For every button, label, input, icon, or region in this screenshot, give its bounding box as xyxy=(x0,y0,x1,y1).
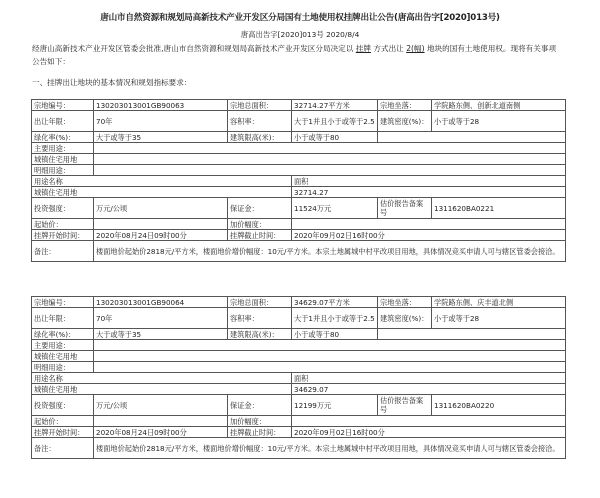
value-total-area: 34629.07平方米 xyxy=(292,297,378,308)
value-invest: 万元/公顷 xyxy=(94,198,228,219)
table-row xyxy=(32,176,566,187)
intro-text-c: 地块的国有土地使用权。现将有关事项公告如下： xyxy=(32,44,557,66)
table-row xyxy=(32,198,566,219)
intro-method: 挂牌 xyxy=(355,44,371,53)
label-detail-use: 明细用途： xyxy=(32,362,94,373)
value-end-time: 2020年09月02日16时00分 xyxy=(292,427,566,438)
label-years: 出让年限： xyxy=(32,111,94,132)
value-use-row: 城镇住宅用地 xyxy=(32,187,292,198)
label-remarks: 备注： xyxy=(32,438,94,459)
table-row xyxy=(32,241,566,262)
value-years: 70年 xyxy=(94,308,228,329)
value-location: 学院路东侧、创新北道南侧 xyxy=(432,100,566,111)
table-row xyxy=(32,230,566,241)
label-main-use: 主要用途： xyxy=(32,143,94,154)
label-far: 容积率： xyxy=(228,308,292,329)
table-row xyxy=(32,340,566,351)
value-use-type: 城镇住宅用地 xyxy=(32,154,94,165)
label-remarks: 备注： xyxy=(32,241,94,262)
label-use-name: 用途名称 xyxy=(32,373,292,384)
value-far: 大于1并且小于或等于2.5 xyxy=(292,308,378,329)
value-location: 学院路东侧、庆丰道北侧 xyxy=(432,297,566,308)
table-row xyxy=(32,143,566,154)
table-row xyxy=(32,219,566,230)
value-area: 32714.27 xyxy=(292,187,566,198)
value-years: 70年 xyxy=(94,111,228,132)
label-area: 面积 xyxy=(292,176,566,187)
table-row xyxy=(32,100,566,111)
label-start-time: 挂牌开始时间： xyxy=(32,427,94,438)
label-increment: 加价幅度： xyxy=(228,416,292,427)
table-row xyxy=(32,416,566,427)
label-main-use: 主要用途： xyxy=(32,340,94,351)
page-title: 唐山市自然资源和规划局高新技术产业开发区分局国有土地使用权挂牌出让公告(唐高出告字[2020]013号) xyxy=(100,13,500,23)
value-remarks: 楼面地价起始价2818元/平方米，楼面地价增价幅度：10元/平方米。本宗土地属城中村平改项目用地，具体情况竞买申请人可与辖区管委会接洽。 xyxy=(94,438,566,459)
value-height: 小于或等于80 xyxy=(292,132,378,143)
value-eval-no: 1311620BA0221 xyxy=(432,198,566,219)
label-density: 建筑密度(%)： xyxy=(378,308,432,329)
value-density: 小于或等于28 xyxy=(432,308,566,329)
label-far: 容积率： xyxy=(228,111,292,132)
intro-text-a: 经唐山高新技术产业开发区管委会批准,唐山市自然资源和规划局高新技术产业开发区分局决定以 xyxy=(32,44,354,53)
value-total-area: 32714.27平方米 xyxy=(292,100,378,111)
label-deposit: 保证金： xyxy=(228,395,292,416)
label-invest: 投资强度： xyxy=(32,198,94,219)
parcel-table-2 xyxy=(31,296,566,459)
table-row xyxy=(32,111,566,132)
intro-text-b: 方式出让 xyxy=(373,44,404,53)
table-row xyxy=(32,165,566,176)
table-row xyxy=(32,427,566,438)
value-parcel-no: 130203013001GB90063 xyxy=(94,100,228,111)
value-parcel-no: 130203013001GB90064 xyxy=(94,297,228,308)
label-location: 宗地坐落： xyxy=(378,100,432,111)
label-height: 建筑限高(米)： xyxy=(228,329,292,340)
label-use-name: 用途名称 xyxy=(32,176,292,187)
label-location: 宗地坐落： xyxy=(378,297,432,308)
table-row xyxy=(32,187,566,198)
section-heading: 一、挂牌出让地块的基本情况和规划指标要求： xyxy=(32,78,192,87)
value-remarks: 楼面地价起始价2818元/平方米，楼面地价增价幅度：10元/平方米。本宗土地属城中村平改项目用地，具体情况竞买申请人可与辖区管委会接洽。 xyxy=(94,241,566,262)
label-density: 建筑密度(%)： xyxy=(378,111,432,132)
table-row xyxy=(32,438,566,459)
value-use-type: 城镇住宅用地 xyxy=(32,351,94,362)
label-start-price: 起始价： xyxy=(32,219,94,230)
label-eval-no: 估价报告备案号 xyxy=(378,395,432,416)
label-increment: 加价幅度： xyxy=(228,219,292,230)
value-deposit: 11524万元 xyxy=(292,198,378,219)
value-eval-no: 1311620BA0220 xyxy=(432,395,566,416)
intro-paragraph xyxy=(32,42,562,68)
label-height: 建筑限高(米)： xyxy=(228,132,292,143)
label-years: 出让年限： xyxy=(32,308,94,329)
table-row xyxy=(32,362,566,373)
value-green: 大于或等于35 xyxy=(94,132,228,143)
label-total-area: 宗地总面积： xyxy=(228,100,292,111)
value-deposit: 12199万元 xyxy=(292,395,378,416)
label-green: 绿化率(%)： xyxy=(32,132,94,143)
label-parcel-no: 宗地编号： xyxy=(32,100,94,111)
value-end-time: 2020年09月02日16时00分 xyxy=(292,230,566,241)
label-deposit: 保证金： xyxy=(228,198,292,219)
value-use-row: 城镇住宅用地 xyxy=(32,384,292,395)
value-green: 大于或等于35 xyxy=(94,329,228,340)
label-start-time: 挂牌开始时间： xyxy=(32,230,94,241)
table-row xyxy=(32,395,566,416)
page-subtitle: 唐高出告字[2020]013号 2020/8/4 xyxy=(240,30,360,39)
label-end-time: 挂牌截止时间： xyxy=(228,230,292,241)
label-parcel-no: 宗地编号： xyxy=(32,297,94,308)
table-row xyxy=(32,373,566,384)
label-eval-no: 估价报告备案号 xyxy=(378,198,432,219)
label-end-time: 挂牌截止时间： xyxy=(228,427,292,438)
intro-count: 2(幅) xyxy=(406,44,425,53)
table-row xyxy=(32,384,566,395)
value-density: 小于或等于28 xyxy=(432,111,566,132)
table-row xyxy=(32,351,566,362)
value-start-time: 2020年08月24日09时00分 xyxy=(94,427,228,438)
table-row xyxy=(32,297,566,308)
label-green: 绿化率(%)： xyxy=(32,329,94,340)
table-row xyxy=(32,308,566,329)
value-far: 大于1并且小于或等于2.5 xyxy=(292,111,378,132)
label-total-area: 宗地总面积： xyxy=(228,297,292,308)
value-area: 34629.07 xyxy=(292,384,566,395)
label-detail-use: 明细用途： xyxy=(32,165,94,176)
label-start-price: 起始价： xyxy=(32,416,94,427)
value-height: 小于或等于80 xyxy=(292,329,378,340)
table-row xyxy=(32,329,566,340)
label-invest: 投资强度： xyxy=(32,395,94,416)
value-invest: 万元/公顷 xyxy=(94,395,228,416)
table-row xyxy=(32,154,566,165)
table-row xyxy=(32,132,566,143)
value-start-time: 2020年08月24日09时00分 xyxy=(94,230,228,241)
label-area: 面积 xyxy=(292,373,566,384)
parcel-table-1 xyxy=(31,99,566,262)
